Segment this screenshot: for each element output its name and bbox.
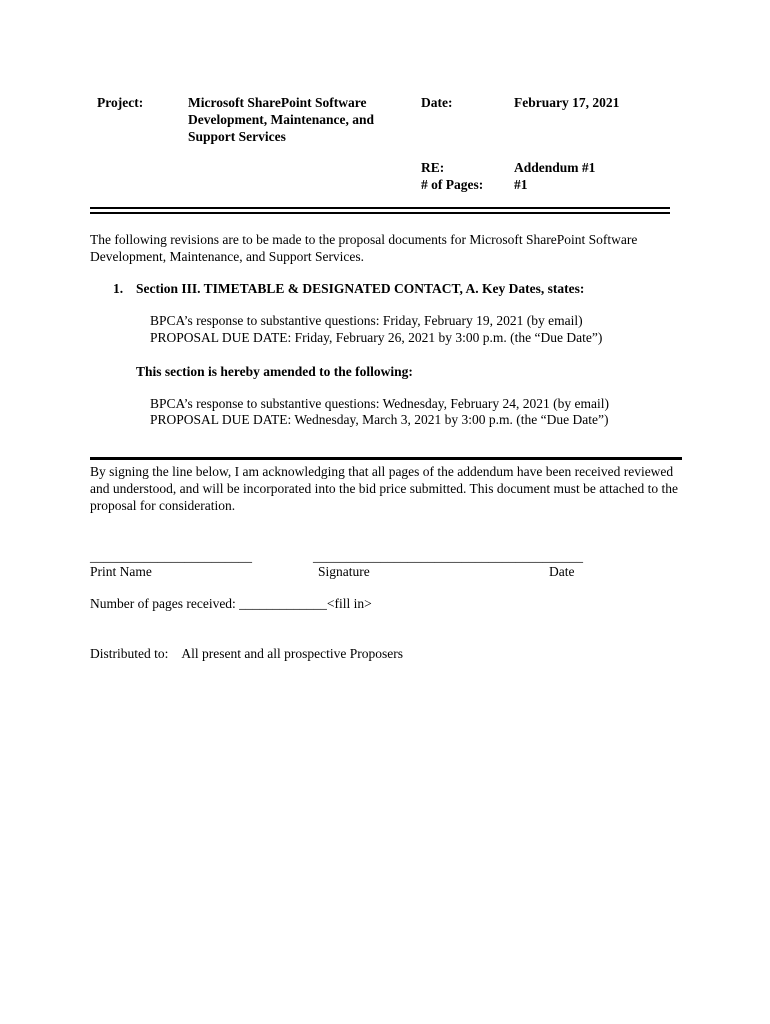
amended-heading: This section is hereby amended to the following:: [136, 364, 413, 379]
amended-line: PROPOSAL DUE DATE: Wednesday, March 3, 2021 by 3:00 p.m. (the “Due Date”): [150, 412, 609, 427]
section-number: 1.: [113, 281, 124, 296]
date-value: February 17, 2021: [514, 95, 620, 110]
distribution-value: All present and all prospective Proposers: [181, 646, 403, 661]
signature-date-label: Date: [549, 564, 575, 579]
date-label: Date:: [421, 95, 453, 110]
original-line: BPCA’s response to substantive questions: Friday, February 19, 2021 (by email): [150, 313, 583, 328]
pages-label: # of Pages:: [421, 177, 484, 192]
project-value-line: Development, Maintenance, and: [188, 112, 374, 127]
project-value-line: Support Services: [188, 129, 286, 144]
re-label: RE:: [421, 160, 445, 175]
signature-line: ________________________________________: [313, 549, 583, 564]
section-heading: [113, 280, 584, 297]
project-label: Project:: [97, 95, 144, 110]
distribution-line: [90, 645, 403, 662]
print-name-label: Print Name: [90, 564, 152, 579]
section-heading-text: Section III. TIMETABLE & DESIGNATED CONTACT, A. Key Dates, states:: [136, 281, 585, 296]
print-name-line: ________________________: [90, 549, 252, 564]
original-line: PROPOSAL DUE DATE: Friday, February 26, 2021 by 3:00 p.m. (the “Due Date”): [150, 330, 603, 345]
project-value: [188, 94, 393, 145]
re-value: Addendum #1: [514, 160, 596, 175]
signature-label: Signature: [318, 564, 370, 579]
project-value-line: Microsoft SharePoint Software: [188, 95, 367, 110]
intro-paragraph: The following revisions are to be made to the proposal documents for Microsoft SharePoint Software Development, Maintenance, and Support Services.: [90, 232, 638, 264]
header-divider: [90, 207, 670, 214]
distribution-label: Distributed to:: [90, 646, 169, 661]
section-divider: [90, 457, 682, 460]
amended-line: BPCA’s response to substantive questions: Wednesday, February 24, 2021 (by email): [150, 396, 609, 411]
pages-value: #1: [514, 177, 528, 192]
acknowledgement-paragraph: By signing the line below, I am acknowledging that all pages of the addendum have been received reviewed and understood, and will be incorporated into the bid price submitted. This document must be attached to the proposal for consideration.: [90, 464, 678, 513]
pages-received-line: Number of pages received: _____________<fill in>: [90, 596, 372, 611]
